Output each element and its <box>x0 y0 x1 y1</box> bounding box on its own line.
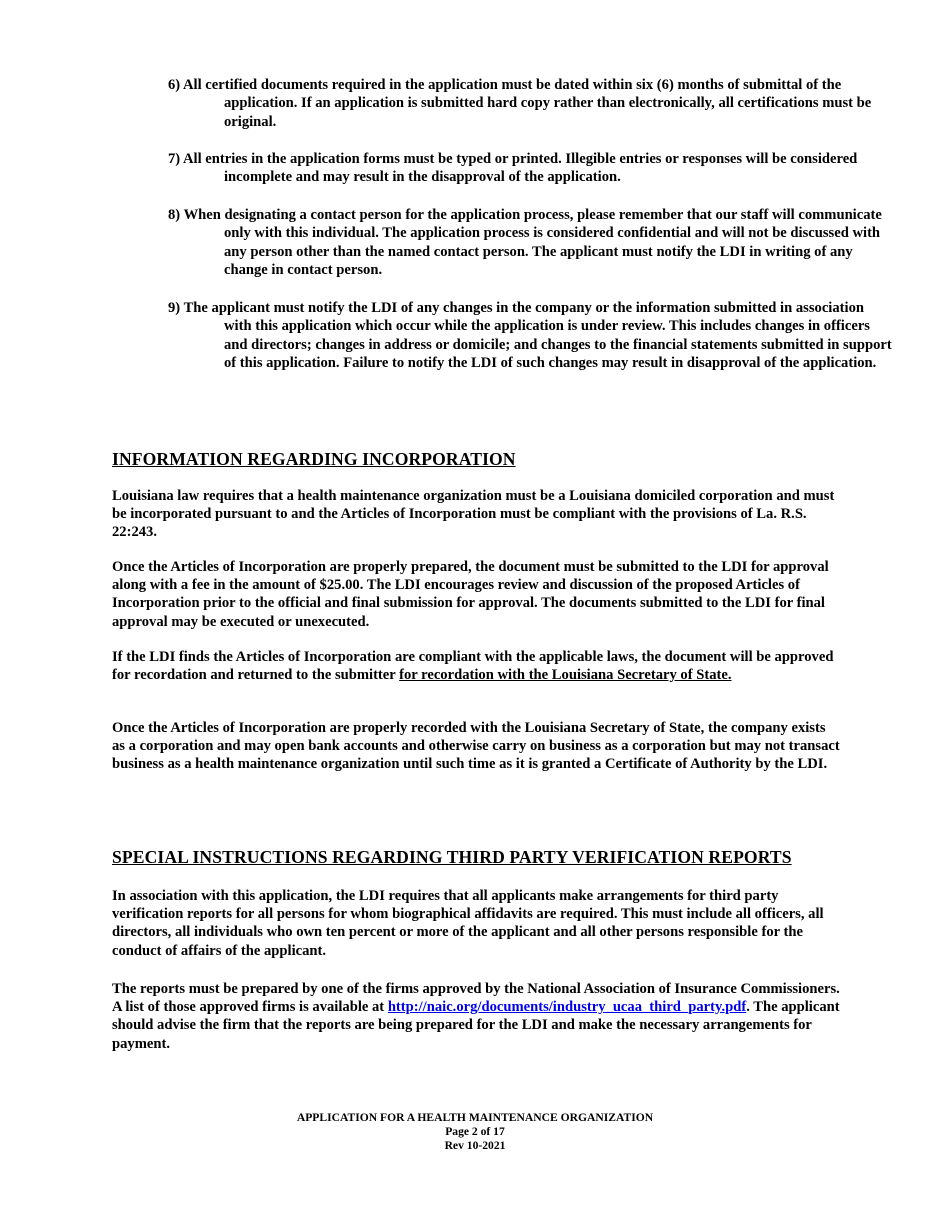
incorporation-paragraph-4: Once the Articles of Incorporation are properly recorded with the Louisiana Secretary of State, the company exists as a corporation and may open bank accounts and otherwise carry on business as a corporation but may not transact business as a health maintenance organization until such time as it is granted a Certificate of Authority by the LDI. <box>112 720 840 773</box>
footer-title: APPLICATION FOR A HEALTH MAINTENANCE ORGANIZATION <box>296 1111 654 1124</box>
verification-paragraph-2-end: . The applicant should advise the firm that the reports are being prepared for the LDI and make the necessary arrangements for payment. <box>112 999 840 1052</box>
verification-paragraph-2 <box>112 980 842 1053</box>
verification-paragraph-1: In association with this application, the LDI requires that all applicants make arrangements for third party verification reports for all persons for whom biographical affidavits are required. This must include all officers, all directors, all individuals who own ten percent or more of the applicant and all other persons responsible for the conduct of affairs of the applicant. <box>112 888 824 959</box>
list-number: 6) <box>168 77 181 93</box>
footer <box>0 1111 950 1153</box>
list-item-6 <box>168 76 892 131</box>
list-number: 8) <box>168 207 181 223</box>
secretary-of-state-underline: for recordation with the Louisiana Secretary of State. <box>399 667 732 684</box>
footer-revision: Rev 10-2021 <box>444 1139 506 1152</box>
footer-page-number: Page 2 of 17 <box>445 1125 505 1138</box>
list-text: When designating a contact person for the application process, please remember that our staff will communicate only with this individual. The application process is considered confidential and will not be discussed with any person other than the named contact person. The applicant must notify the LDI in writing of any change in contact person. <box>183 207 882 279</box>
section-heading-incorporation: INFORMATION REGARDING INCORPORATION <box>112 449 516 469</box>
list-item-9 <box>168 299 892 373</box>
verification-paragraph-2-text: The reports must be prepared by one of the firms approved by the National Association of Insurance Commissioners. A list of those approved firms is available at <box>112 981 840 1016</box>
list-text: All certified documents required in the application must be dated within six (6) months of submittal of the application. If an application is submitted hard copy rather than electronically, all certifications must be original. <box>183 77 872 130</box>
list-text: All entries in the application forms must be typed or printed. Illegible entries or responses will be considered incomplete and may result in the disapproval of the application. <box>183 151 858 186</box>
incorporation-paragraph-3 <box>112 648 842 684</box>
list-number: 7) <box>168 151 181 167</box>
section-heading-verification: SPECIAL INSTRUCTIONS REGARDING THIRD PARTY VERIFICATION REPORTS <box>112 847 792 867</box>
list-number: 9) <box>168 300 181 316</box>
naic-approved-firms-link[interactable]: http://naic.org/documents/industry_ucaa_third_party.pdf <box>387 999 747 1016</box>
incorporation-paragraph-1: Louisiana law requires that a health maintenance organization must be a Louisiana domiciled corporation and must be incorporated pursuant to and the Articles of Incorporation must be compliant with the provisions of La. R.S. 22:243. <box>112 488 835 541</box>
list-item-7 <box>168 150 892 187</box>
incorporation-paragraph-2: Once the Articles of Incorporation are properly prepared, the document must be submitted to the LDI for approval along with a fee in the amount of $25.00. The LDI encourages review and discussion of the proposed Articles of Incorporation prior to the official and final submission for approval. The documents submitted to the LDI for final approval may be executed or unexecuted. <box>112 559 829 630</box>
list-text: The applicant must notify the LDI of any changes in the company or the information submitted in association with this application which occur while the application is under review. This includes changes in officers and directors; changes in address or domicile; and changes to the financial statements submitted in support of this application. Failure to notify the LDI of such changes may result in disapproval of the application. <box>183 300 892 372</box>
incorporation-paragraph-3-text: If the LDI finds the Articles of Incorporation are compliant with the applicable laws, the document will be approved for recordation and returned to the submitter <box>112 649 834 684</box>
list-item-8 <box>168 206 892 280</box>
